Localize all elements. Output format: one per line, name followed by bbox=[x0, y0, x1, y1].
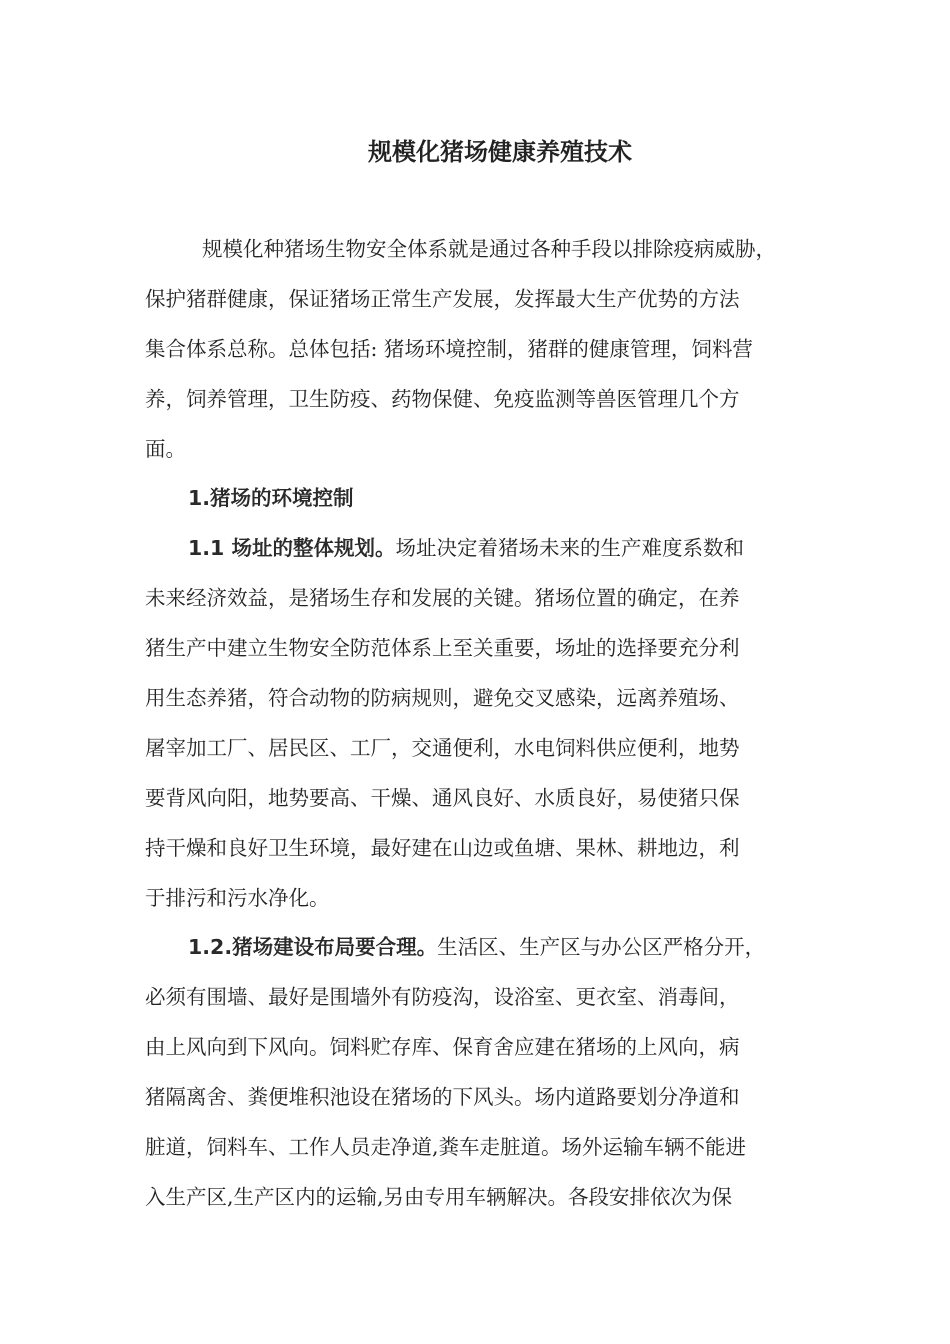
section-1-1-first-line-text: 场址决定着猪场未来的生产难度系数和 bbox=[395, 536, 744, 560]
section-1-1-line-4: 用生态养猪，符合动物的防病规则，避免交叉感染，远离养殖场、 bbox=[145, 686, 740, 710]
section-1-1-line-6: 要背风向阳，地势要高、干燥、通风良好、水质良好，易使猪只保 bbox=[145, 786, 740, 810]
document-title: 规模化猪场健康养殖技术 bbox=[368, 138, 632, 166]
section-1-1-heading: 1.1 场址的整体规划。 bbox=[188, 536, 396, 560]
section-1-2-line-3: 由上风向到下风向。饲料贮存库、保育舍应建在猪场的上风向，病 bbox=[145, 1035, 740, 1059]
section-1-2-first-line bbox=[188, 932, 765, 962]
intro-line-4: 养，饲养管理，卫生防疫、药物保健、免疫监测等兽医管理几个方 bbox=[145, 387, 740, 411]
section-1-1-line-2: 未来经济效益，是猪场生存和发展的关键。猪场位置的确定，在养 bbox=[145, 586, 740, 610]
section-1-1-first-line bbox=[188, 533, 744, 563]
section-1-heading: 1.猪场的环境控制 bbox=[188, 486, 354, 510]
intro-line-2: 保护猪群健康，保证猪场正常生产发展，发挥最大生产优势的方法 bbox=[145, 287, 740, 311]
section-1-2-line-4: 猪隔离舍、粪便堆积池设在猪场的下风头。场内道路要划分净道和 bbox=[145, 1085, 740, 1109]
section-1-2-first-line-text: 生活区、生产区与办公区严格分开， bbox=[437, 935, 766, 959]
section-1-2-line-5: 脏道，饲料车、工作人员走净道,粪车走脏道。场外运输车辆不能进 bbox=[145, 1135, 747, 1159]
intro-line-1: 规模化种猪场生物安全体系就是通过各种手段以排除疫病威胁， bbox=[202, 237, 776, 261]
intro-line-3: 集合体系总称。总体包括: 猪场环境控制，猪群的健康管理，饲料营 bbox=[145, 337, 753, 361]
intro-line-5: 面。 bbox=[145, 437, 186, 461]
section-1-1-line-8: 于排污和污水净化。 bbox=[145, 886, 330, 910]
section-1-2-heading: 1.2.猪场建设布局要合理。 bbox=[188, 935, 438, 959]
section-1-2-line-2: 必须有围墙、最好是围墙外有防疫沟，设浴室、更衣室、消毒间， bbox=[145, 985, 740, 1009]
section-1-1-line-7: 持干燥和良好卫生环境，最好建在山边或鱼塘、果林、耕地边，利 bbox=[145, 836, 740, 860]
section-1-2-line-6: 入生产区,生产区内的运输,另由专用车辆解决。各段安排依次为保 bbox=[145, 1185, 733, 1209]
section-1-1-line-5: 屠宰加工厂、居民区、工厂，交通便利，水电饲料供应便利，地势 bbox=[145, 736, 740, 760]
section-1-1-line-3: 猪生产中建立生物安全防范体系上至关重要，场址的选择要充分利 bbox=[145, 636, 740, 660]
